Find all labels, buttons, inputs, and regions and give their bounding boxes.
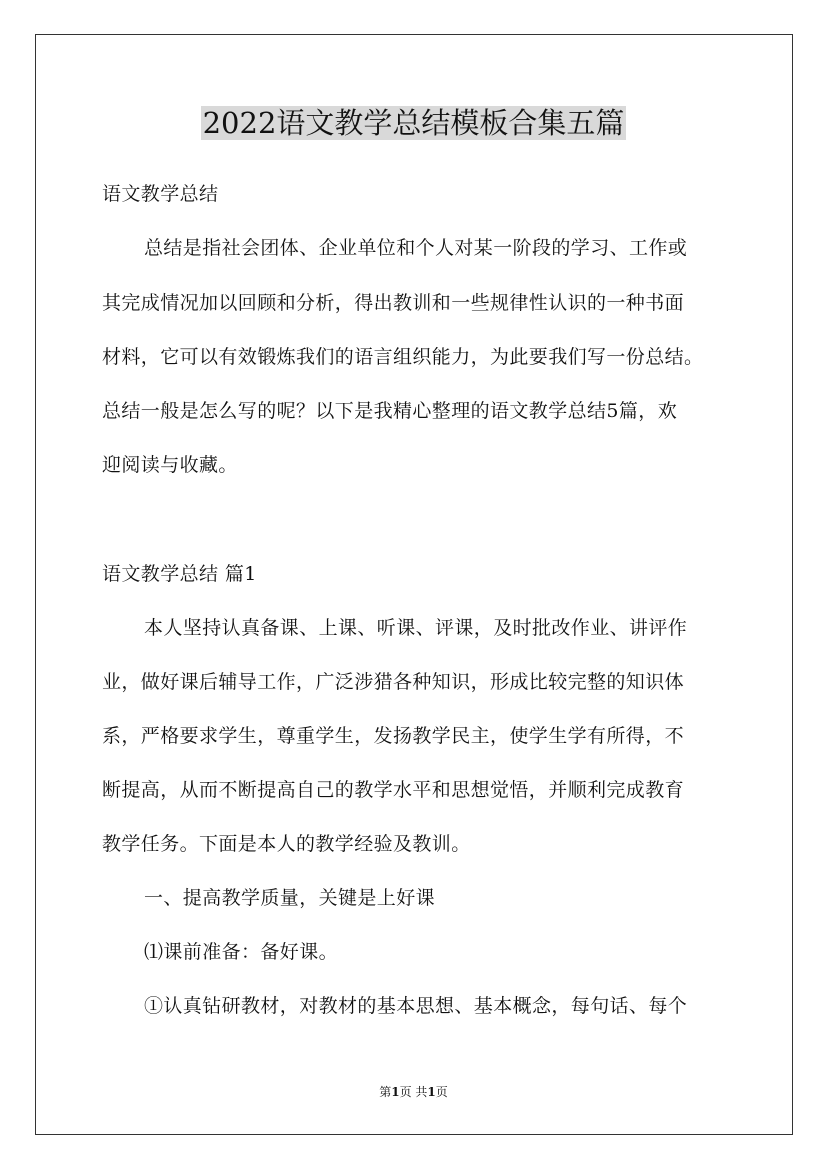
subheading-line: 一、提高教学质量，关键是上好课 (144, 887, 436, 909)
paragraph-line: 教学任务。下面是本人的教学经验及教训。 (102, 833, 471, 855)
paragraph-line: 迎阅读与收藏。 (102, 454, 238, 476)
paragraph-line: 系，严格要求学生，尊重学生，发扬教学民主，使学生学有所得，不 (102, 725, 685, 747)
paragraph-line: 断提高，从而不断提高自己的教学水平和思想觉悟，并顺利完成教育 (102, 779, 685, 801)
paragraph-line: 总结一般是怎么写的呢？以下是我精心整理的语文教学总结5篇，欢 (102, 400, 678, 422)
footer-page-total: 1 (427, 1085, 436, 1099)
document-title-text: 2022语文教学总结模板合集五篇 (202, 106, 625, 140)
paragraph-line: 总结是指社会团体、企业单位和个人对某一阶段的学习、工作或 (144, 237, 688, 259)
footer-page-prefix: 第 (379, 1085, 392, 1099)
paragraph-line: 本人坚持认真备课、上课、听课、评课，及时批改作业、讲评作 (144, 617, 688, 639)
paragraph-line: 材料，它可以有效锻炼我们的语言组织能力，为此要我们写一份总结。 (102, 346, 704, 368)
paragraph-line: ⑴课前准备：备好课。 (144, 941, 339, 963)
paragraph-line: ①认真钻研教材，对教材的基本思想、基本概念，每句话、每个 (144, 995, 688, 1017)
document-title (0, 104, 827, 142)
footer-page-mid: 页 共 (399, 1085, 428, 1099)
paragraph-line: 业，做好课后辅导工作，广泛涉猎各种知识，形成比较完整的知识体 (102, 671, 685, 693)
paragraph-line: 其完成情况加以回顾和分析，得出教训和一些规律性认识的一种书面 (102, 292, 685, 314)
section-heading: 语文教学总结 (102, 183, 219, 205)
footer-page-suffix: 页 (435, 1085, 448, 1099)
footer-page-current: 1 (391, 1085, 400, 1099)
page-footer (0, 1084, 827, 1100)
section-heading: 语文教学总结 篇1 (102, 563, 257, 585)
